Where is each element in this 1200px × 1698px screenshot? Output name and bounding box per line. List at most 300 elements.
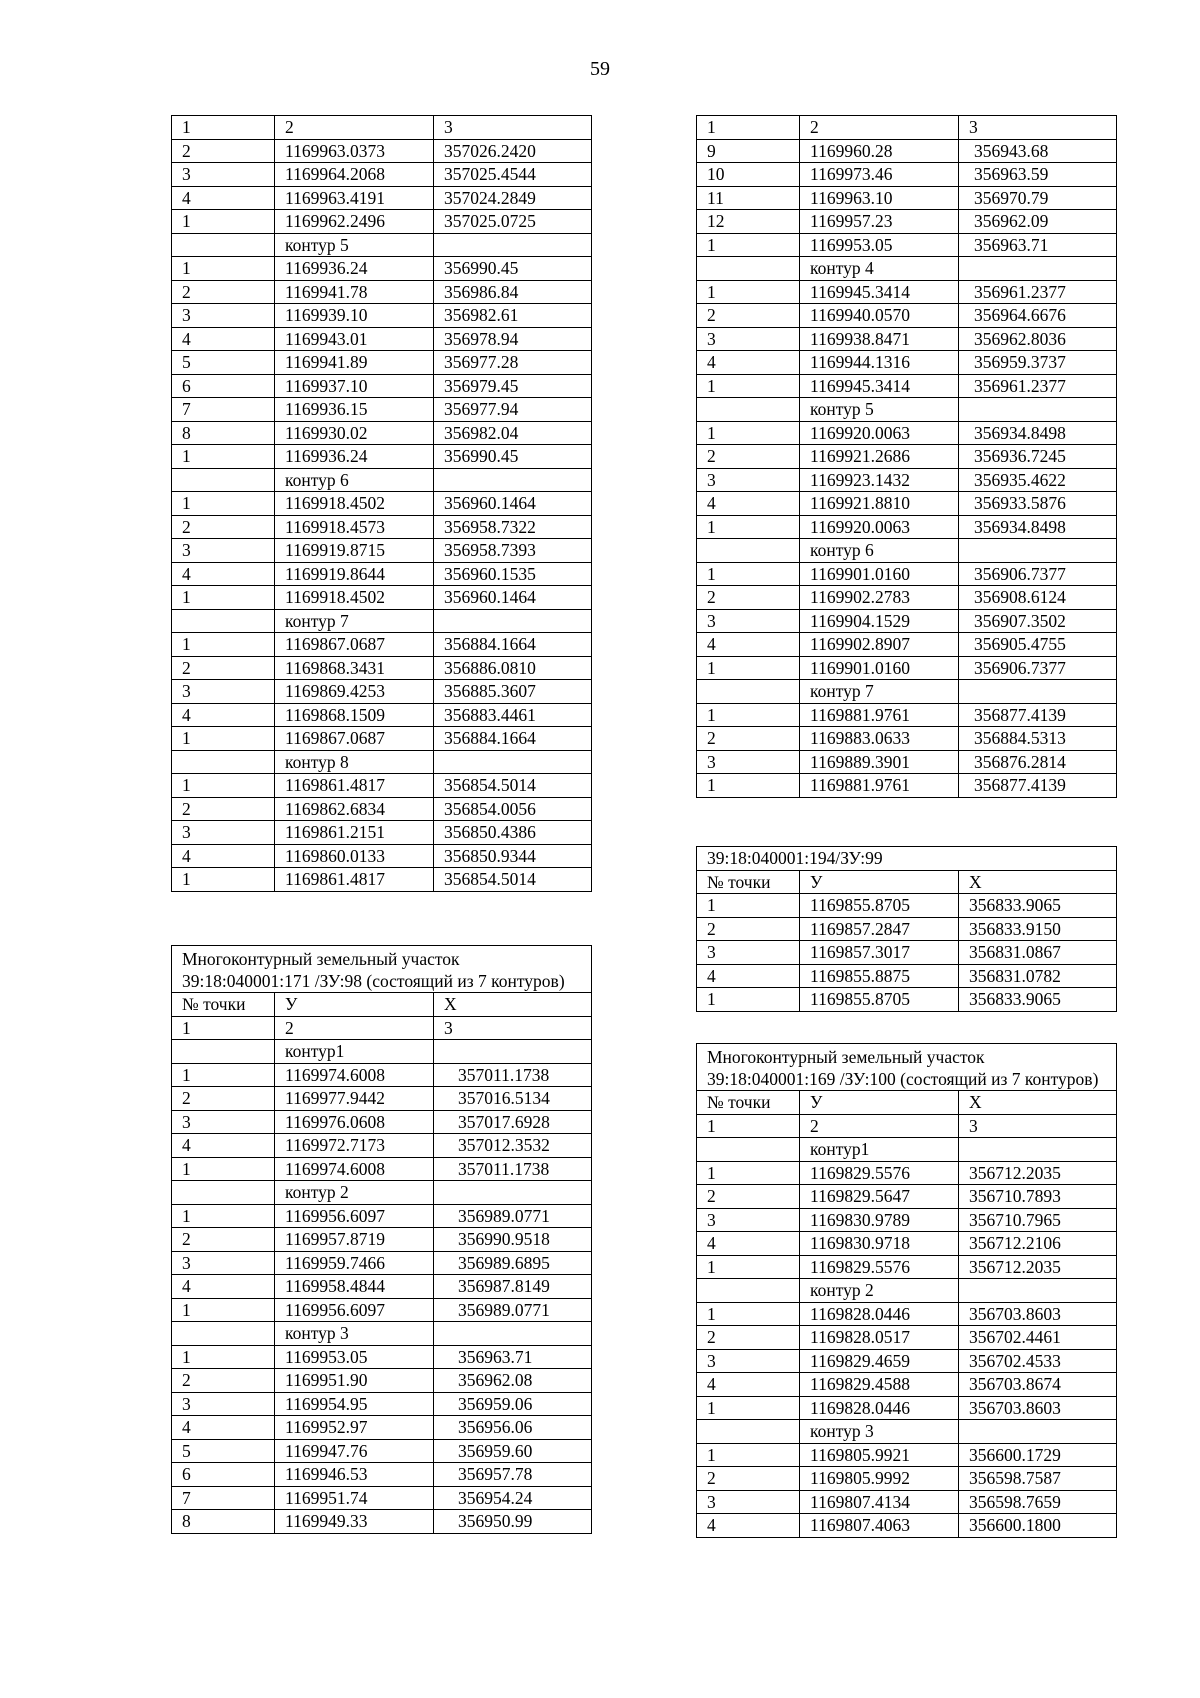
y-coordinate-cell: 1169828.0446 [800, 1396, 959, 1420]
column-header-y: У [275, 993, 434, 1017]
table-row [172, 1251, 592, 1275]
x-coordinate-cell: 356703.8674 [959, 1373, 1117, 1397]
x-coordinate-cell: 356884.1664 [434, 633, 592, 657]
point-number-cell [697, 398, 800, 422]
table-row [697, 374, 1117, 398]
table-title: Многоконтурный земельный участок 39:18:040001:169 /ЗУ:100 (состоящий из 7 контуров) [697, 1044, 1117, 1091]
table-row [697, 656, 1117, 680]
point-number-cell: 3 [172, 304, 275, 328]
point-number-cell: 2 [172, 280, 275, 304]
point-number-cell: 2 [697, 1326, 800, 1350]
y-coordinate-cell: 1169951.90 [275, 1369, 434, 1393]
table-row [697, 562, 1117, 586]
y-coordinate-cell: 1169940.0570 [800, 304, 959, 328]
y-coordinate-cell: 1169889.3901 [800, 750, 959, 774]
y-coordinate-cell: 1169956.6097 [275, 1298, 434, 1322]
x-coordinate-cell: 356710.7965 [959, 1208, 1117, 1232]
y-coordinate-cell: контур 5 [800, 398, 959, 422]
coordinates-table-zu99 [696, 846, 1117, 1012]
x-coordinate-cell: 356885.3607 [434, 680, 592, 704]
point-number-cell: 1 [172, 1016, 275, 1040]
x-coordinate-cell: 356702.4533 [959, 1349, 1117, 1373]
point-number-cell: 1 [172, 210, 275, 234]
table-row [172, 1275, 592, 1299]
table-row [172, 257, 592, 281]
point-number-cell: 3 [697, 1208, 800, 1232]
x-coordinate-cell: 356977.28 [434, 351, 592, 375]
x-coordinate-cell: 356703.8603 [959, 1302, 1117, 1326]
point-number-cell: 1 [697, 515, 800, 539]
table-row [172, 868, 592, 892]
table-row [172, 586, 592, 610]
point-number-cell: 4 [172, 186, 275, 210]
table-row [172, 539, 592, 563]
table-row [172, 351, 592, 375]
y-coordinate-cell: 1169830.9718 [800, 1232, 959, 1256]
point-number-cell [172, 609, 275, 633]
table-row [172, 774, 592, 798]
point-number-cell: 1 [172, 727, 275, 751]
y-coordinate-cell: 1169881.9761 [800, 774, 959, 798]
table-row [172, 186, 592, 210]
y-coordinate-cell: 1169921.2686 [800, 445, 959, 469]
y-coordinate-cell: 1169957.8719 [275, 1228, 434, 1252]
y-coordinate-cell: 1169937.10 [275, 374, 434, 398]
x-coordinate-cell: 356962.09 [959, 210, 1117, 234]
point-number-cell: 8 [172, 421, 275, 445]
x-coordinate-cell: 356978.94 [434, 327, 592, 351]
x-coordinate-cell: 356833.9065 [959, 988, 1117, 1012]
x-coordinate-cell [434, 609, 592, 633]
y-coordinate-cell: 1169828.0446 [800, 1302, 959, 1326]
y-coordinate-cell: контур 7 [275, 609, 434, 633]
point-number-cell [697, 1279, 800, 1303]
table-row [172, 1369, 592, 1393]
point-number-cell: 1 [172, 492, 275, 516]
x-coordinate-cell: 357012.3532 [434, 1134, 592, 1158]
table-row [172, 1204, 592, 1228]
point-number-cell: 10 [697, 163, 800, 187]
y-coordinate-cell: 1169902.8907 [800, 633, 959, 657]
table-row [697, 1467, 1117, 1491]
point-number-cell: 2 [697, 1467, 800, 1491]
y-coordinate-cell: 1169861.4817 [275, 868, 434, 892]
x-coordinate-cell: 356990.9518 [434, 1228, 592, 1252]
x-coordinate-cell: 356959.60 [434, 1439, 592, 1463]
y-coordinate-cell: 1169936.24 [275, 257, 434, 281]
table-row [172, 727, 592, 751]
table-row [172, 421, 592, 445]
point-number-cell: 3 [172, 1251, 275, 1275]
table-row [172, 562, 592, 586]
y-coordinate-cell: 1169861.2151 [275, 821, 434, 845]
contour-header-row [172, 609, 592, 633]
point-number-cell: 9 [697, 139, 800, 163]
point-number-cell: 1 [697, 116, 800, 140]
table-row [697, 327, 1117, 351]
point-number-cell: 3 [172, 539, 275, 563]
x-coordinate-cell: 356854.5014 [434, 774, 592, 798]
y-coordinate-cell: 1169920.0063 [800, 515, 959, 539]
x-coordinate-cell: 356989.6895 [434, 1251, 592, 1275]
table-row [697, 1326, 1117, 1350]
table-row [172, 515, 592, 539]
y-coordinate-cell: контур1 [800, 1138, 959, 1162]
y-coordinate-cell: 1169947.76 [275, 1439, 434, 1463]
table-row [172, 1463, 592, 1487]
table-row [172, 210, 592, 234]
x-coordinate-cell: 356906.7377 [959, 656, 1117, 680]
y-coordinate-cell: 1169941.89 [275, 351, 434, 375]
table-row [697, 304, 1117, 328]
x-coordinate-cell [434, 468, 592, 492]
y-coordinate-cell: 1169868.3431 [275, 656, 434, 680]
table-row [697, 1161, 1117, 1185]
y-coordinate-cell: 1169857.3017 [800, 941, 959, 965]
point-number-cell: 1 [697, 280, 800, 304]
point-number-cell: 8 [172, 1510, 275, 1534]
point-number-cell: 1 [172, 586, 275, 610]
point-number-cell [697, 257, 800, 281]
table-row [697, 492, 1117, 516]
x-coordinate-cell: 356977.94 [434, 398, 592, 422]
point-number-cell: 1 [172, 116, 275, 140]
table-row [172, 1298, 592, 1322]
x-coordinate-cell: 356831.0782 [959, 964, 1117, 988]
table-row [697, 116, 1117, 140]
point-number-cell: 3 [697, 609, 800, 633]
x-coordinate-cell: 356850.4386 [434, 821, 592, 845]
point-number-cell: 3 [172, 821, 275, 845]
point-number-cell: 2 [697, 586, 800, 610]
y-coordinate-cell: контур 2 [275, 1181, 434, 1205]
table-row [172, 1157, 592, 1181]
x-coordinate-cell: 356986.84 [434, 280, 592, 304]
table-row [172, 1486, 592, 1510]
point-number-cell: 5 [172, 351, 275, 375]
y-coordinate-cell: 1169855.8705 [800, 894, 959, 918]
point-number-cell: 1 [172, 868, 275, 892]
point-number-cell: 1 [172, 1063, 275, 1087]
table-row [697, 1302, 1117, 1326]
y-coordinate-cell: 2 [800, 1114, 959, 1138]
y-coordinate-cell: 1169943.01 [275, 327, 434, 351]
y-coordinate-cell: 1169938.8471 [800, 327, 959, 351]
point-number-cell: 1 [172, 774, 275, 798]
table-row [697, 586, 1117, 610]
x-coordinate-cell: 356970.79 [959, 186, 1117, 210]
table-row [172, 797, 592, 821]
x-coordinate-cell: 356702.4461 [959, 1326, 1117, 1350]
column-header-point: № точки [697, 870, 800, 894]
point-number-cell [697, 1420, 800, 1444]
contour-header-row [697, 398, 1117, 422]
y-coordinate-cell: 1169901.0160 [800, 656, 959, 680]
y-coordinate-cell: 1169830.9789 [800, 1208, 959, 1232]
point-number-cell: 4 [172, 562, 275, 586]
point-number-cell: 2 [172, 656, 275, 680]
table-row [697, 774, 1117, 798]
y-coordinate-cell: 1169861.4817 [275, 774, 434, 798]
y-coordinate-cell: 1169936.15 [275, 398, 434, 422]
y-coordinate-cell: 1169974.6008 [275, 1063, 434, 1087]
x-coordinate-cell [959, 1138, 1117, 1162]
x-coordinate-cell [959, 1420, 1117, 1444]
x-coordinate-cell: 356990.45 [434, 257, 592, 281]
y-coordinate-cell: 1169954.95 [275, 1392, 434, 1416]
y-coordinate-cell: 1169939.10 [275, 304, 434, 328]
point-number-cell: 4 [697, 1514, 800, 1538]
table-row [172, 1087, 592, 1111]
point-number-cell: 3 [172, 1110, 275, 1134]
y-coordinate-cell: 2 [275, 116, 434, 140]
point-number-cell: 4 [172, 844, 275, 868]
x-coordinate-cell: 356833.9150 [959, 917, 1117, 941]
y-coordinate-cell: 1169946.53 [275, 1463, 434, 1487]
y-coordinate-cell: 1169963.10 [800, 186, 959, 210]
point-number-cell: 2 [172, 1087, 275, 1111]
x-coordinate-cell: 356960.1535 [434, 562, 592, 586]
x-coordinate-cell: 356958.7393 [434, 539, 592, 563]
x-coordinate-cell: 357025.4544 [434, 163, 592, 187]
x-coordinate-cell: 356933.5876 [959, 492, 1117, 516]
x-coordinate-cell: 356954.24 [434, 1486, 592, 1510]
coordinates-table-left-top [171, 115, 592, 892]
table-row [697, 964, 1117, 988]
x-coordinate-cell [959, 539, 1117, 563]
point-number-cell: 4 [172, 703, 275, 727]
y-coordinate-cell: 1169956.6097 [275, 1204, 434, 1228]
y-coordinate-cell: 1169977.9442 [275, 1087, 434, 1111]
table-row [697, 1443, 1117, 1467]
point-number-cell: 4 [172, 1275, 275, 1299]
x-coordinate-cell: 356876.2814 [959, 750, 1117, 774]
point-number-cell [172, 1322, 275, 1346]
table-row [172, 1228, 592, 1252]
x-coordinate-cell: 356598.7587 [959, 1467, 1117, 1491]
table-title: 39:18:040001:194/ЗУ:99 [697, 847, 1117, 871]
column-header-y: У [800, 870, 959, 894]
table-row [172, 1392, 592, 1416]
contour-header-row [172, 1181, 592, 1205]
x-coordinate-cell: 356712.2106 [959, 1232, 1117, 1256]
table-row [172, 1510, 592, 1534]
x-coordinate-cell: 356883.4461 [434, 703, 592, 727]
x-coordinate-cell: 356934.8498 [959, 421, 1117, 445]
y-coordinate-cell: 1169958.4844 [275, 1275, 434, 1299]
y-coordinate-cell: 1169930.02 [275, 421, 434, 445]
table-row [697, 1185, 1117, 1209]
x-coordinate-cell: 356884.1664 [434, 727, 592, 751]
point-number-cell: 4 [697, 1373, 800, 1397]
y-coordinate-cell: 1169963.4191 [275, 186, 434, 210]
y-coordinate-cell: 1169868.1509 [275, 703, 434, 727]
x-coordinate-cell: 357017.6928 [434, 1110, 592, 1134]
column-header-x: Х [959, 870, 1117, 894]
x-coordinate-cell [434, 1040, 592, 1064]
point-number-cell: 1 [697, 233, 800, 257]
point-number-cell: 4 [697, 492, 800, 516]
point-number-cell [172, 468, 275, 492]
point-number-cell: 2 [697, 445, 800, 469]
point-number-cell: 1 [697, 1161, 800, 1185]
contour-header-row [172, 1322, 592, 1346]
x-coordinate-cell: 356906.7377 [959, 562, 1117, 586]
table-row [697, 210, 1117, 234]
x-coordinate-cell: 356990.45 [434, 445, 592, 469]
point-number-cell: 1 [697, 774, 800, 798]
x-coordinate-cell: 356600.1800 [959, 1514, 1117, 1538]
x-coordinate-cell: 356854.0056 [434, 797, 592, 821]
table-row [172, 116, 592, 140]
y-coordinate-cell: 1169921.8810 [800, 492, 959, 516]
x-coordinate-cell: 356963.59 [959, 163, 1117, 187]
y-coordinate-cell: контур 8 [275, 750, 434, 774]
point-number-cell: 6 [172, 1463, 275, 1487]
table-row [697, 917, 1117, 941]
table-row [697, 1373, 1117, 1397]
table-row [697, 609, 1117, 633]
y-coordinate-cell: контур 4 [800, 257, 959, 281]
point-number-cell: 3 [697, 468, 800, 492]
point-number-cell: 3 [172, 1392, 275, 1416]
y-coordinate-cell: 1169829.5647 [800, 1185, 959, 1209]
y-coordinate-cell: контур 3 [275, 1322, 434, 1346]
table-row [172, 1016, 592, 1040]
y-coordinate-cell: 1169949.33 [275, 1510, 434, 1534]
x-coordinate-cell: 356833.9065 [959, 894, 1117, 918]
x-coordinate-cell: 356934.8498 [959, 515, 1117, 539]
table-row [697, 233, 1117, 257]
x-coordinate-cell: 356964.6676 [959, 304, 1117, 328]
x-coordinate-cell: 356963.71 [434, 1345, 592, 1369]
x-coordinate-cell: 356877.4139 [959, 703, 1117, 727]
x-coordinate-cell: 356905.4755 [959, 633, 1117, 657]
point-number-cell: 3 [697, 1490, 800, 1514]
y-coordinate-cell: 1169944.1316 [800, 351, 959, 375]
point-number-cell: 1 [697, 894, 800, 918]
table-row [172, 821, 592, 845]
table-row [172, 1345, 592, 1369]
point-number-cell: 2 [172, 797, 275, 821]
table-row [697, 1114, 1117, 1138]
contour-header-row [697, 1138, 1117, 1162]
table-row [172, 374, 592, 398]
point-number-cell: 7 [172, 1486, 275, 1510]
x-coordinate-cell: 356884.5313 [959, 727, 1117, 751]
column-header-point: № точки [697, 1091, 800, 1115]
table-row [697, 1232, 1117, 1256]
y-coordinate-cell: 1169963.0373 [275, 139, 434, 163]
y-coordinate-cell: 1169919.8644 [275, 562, 434, 586]
x-coordinate-cell: 356936.7245 [959, 445, 1117, 469]
contour-header-row [697, 680, 1117, 704]
y-coordinate-cell: 1169957.23 [800, 210, 959, 234]
y-coordinate-cell: 1169855.8705 [800, 988, 959, 1012]
point-number-cell: 1 [172, 257, 275, 281]
table-row [172, 1134, 592, 1158]
y-coordinate-cell: 1169974.6008 [275, 1157, 434, 1181]
y-coordinate-cell: контур 6 [275, 468, 434, 492]
point-number-cell: 4 [697, 633, 800, 657]
y-coordinate-cell: 1169918.4502 [275, 586, 434, 610]
point-number-cell: 4 [697, 964, 800, 988]
x-coordinate-cell: 3 [959, 116, 1117, 140]
table-row [172, 656, 592, 680]
contour-header-row [697, 1420, 1117, 1444]
table-row [172, 492, 592, 516]
y-coordinate-cell: контур1 [275, 1040, 434, 1064]
point-number-cell [172, 1040, 275, 1064]
table-row [172, 139, 592, 163]
point-number-cell [697, 1138, 800, 1162]
point-number-cell: 5 [172, 1439, 275, 1463]
contour-header-row [172, 1040, 592, 1064]
table-row [697, 515, 1117, 539]
y-coordinate-cell: 1169901.0160 [800, 562, 959, 586]
point-number-cell [172, 750, 275, 774]
y-coordinate-cell: 1169953.05 [275, 1345, 434, 1369]
y-coordinate-cell: 1169883.0633 [800, 727, 959, 751]
x-coordinate-cell: 356943.68 [959, 139, 1117, 163]
point-number-cell: 2 [172, 139, 275, 163]
x-coordinate-cell: 356877.4139 [959, 774, 1117, 798]
table-row [697, 1514, 1117, 1538]
column-header-point: № точки [172, 993, 275, 1017]
table-row [697, 186, 1117, 210]
point-number-cell: 2 [697, 917, 800, 941]
point-number-cell: 1 [697, 1114, 800, 1138]
y-coordinate-cell: 1169829.4588 [800, 1373, 959, 1397]
table-row [697, 1349, 1117, 1373]
point-number-cell: 1 [697, 1302, 800, 1326]
x-coordinate-cell: 356958.7322 [434, 515, 592, 539]
y-coordinate-cell: 1169918.4573 [275, 515, 434, 539]
point-number-cell: 3 [172, 680, 275, 704]
point-number-cell: 1 [697, 421, 800, 445]
y-coordinate-cell: 1169945.3414 [800, 280, 959, 304]
point-number-cell: 1 [697, 656, 800, 680]
x-coordinate-cell: 357011.1738 [434, 1063, 592, 1087]
point-number-cell: 4 [697, 1232, 800, 1256]
table-row [697, 750, 1117, 774]
table-row [697, 280, 1117, 304]
y-coordinate-cell: 1169936.24 [275, 445, 434, 469]
y-coordinate-cell: контур 7 [800, 680, 959, 704]
coordinates-table-right-top [696, 115, 1117, 798]
point-number-cell: 1 [697, 1396, 800, 1420]
table-row [697, 1490, 1117, 1514]
x-coordinate-cell [434, 1181, 592, 1205]
table-row [172, 844, 592, 868]
table-row [697, 894, 1117, 918]
y-coordinate-cell: 1169952.97 [275, 1416, 434, 1440]
point-number-cell: 4 [697, 351, 800, 375]
table-title: Многоконтурный земельный участок 39:18:040001:171 /ЗУ:98 (состоящий из 7 контуров) [172, 946, 592, 993]
x-coordinate-cell: 3 [434, 1016, 592, 1040]
point-number-cell: 1 [172, 1204, 275, 1228]
point-number-cell: 1 [172, 633, 275, 657]
contour-header-row [172, 750, 592, 774]
table-row [697, 1255, 1117, 1279]
column-header-x: Х [959, 1091, 1117, 1115]
table-row [172, 163, 592, 187]
point-number-cell: 2 [697, 304, 800, 328]
table-row [172, 1063, 592, 1087]
y-coordinate-cell: контур 2 [800, 1279, 959, 1303]
x-coordinate-cell [434, 233, 592, 257]
y-coordinate-cell: 1169964.2068 [275, 163, 434, 187]
